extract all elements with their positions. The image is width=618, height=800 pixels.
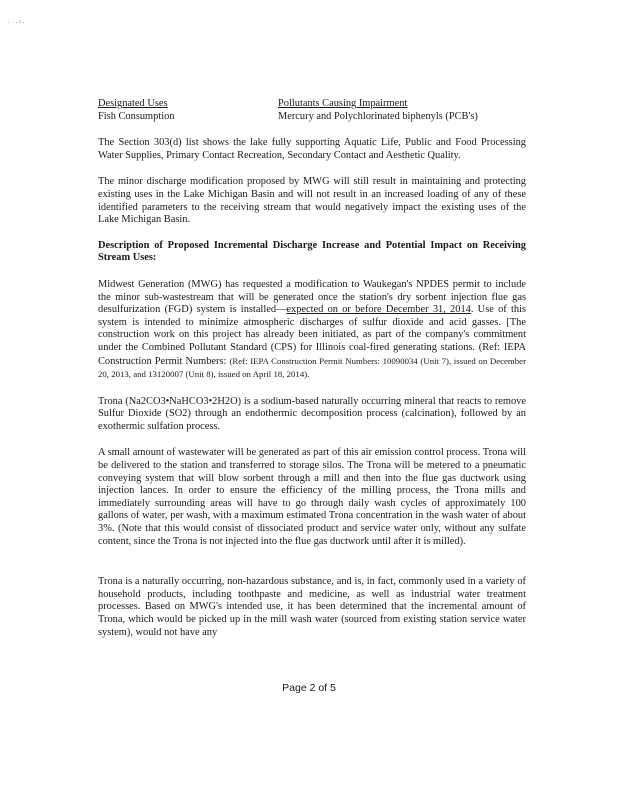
scan-corner-mark: · ·ˡ· <box>7 19 27 27</box>
paragraph-minor-discharge: The minor discharge modification proposed by MWG will still result in maintaining and protecting existing uses in the Lake Michigan Basin and will not result in an increased loading of any of these identified parameters to the receiving stream that would negatively impact the existing uses of the Lake Michigan Basin. <box>98 176 526 226</box>
paragraph-wastewater: A small amount of wastewater will be generated as part of this air emission control process. Trona will be delivered to the station and transferred to storage silos. The Trona will be metered to a pneumatic conveying system that will blow sorbent through a mill and then into the flue gas ductwork using injection lances. In order to ensure the efficiency of the milling process, the Trona mills and immediately surrounding areas will have to go through daily wash cycles of approximately 100 gallons of water, per wash, with a maximum estimated Trona concentration in the wash water of about 3%. (Note that this would consist of dissociated product and service water only, without any sulfate content, since the Trona is not injected into the flue gas ductwork until after it is milled). <box>98 447 526 547</box>
uses-row-right: Mercury and Polychlorinated biphenyls (PCB's) <box>278 110 478 122</box>
paragraph-trona-non-hazardous: Trona is a naturally occurring, non-hazardous substance, and is, in fact, commonly used in a variety of household products, including toothpaste and medicine, as well as industrial water treatment processes. Based on MWG's intended use, it has been determined that the incremental amount of Trona, which would be picked up in the mill wash water (sourced from existing station service water system), would not have any <box>98 576 526 638</box>
designated-uses-table <box>98 98 526 123</box>
uses-header-left: Designated Uses <box>98 98 168 109</box>
para3-expected-date: expected on or before December 31, 2014 <box>286 304 471 316</box>
section-heading: Description of Proposed Incremental Discharge Increase and Potential Impact on Receiving Stream Uses: <box>98 239 526 264</box>
uses-header-right: Pollutants Causing Impairment <box>278 98 408 109</box>
para3-text-b: . Use of this system is intended to minimize atmospheric discharges of sulfur dioxide and acid gasses. [The construction work on this project has already been initiated, as part of the company's commitment under the Combined Pollutant Standard (CPS) for Illinois coal-fired generating stations. (Ref: IEPA Construction Permit Numbers: <box>98 304 527 367</box>
paragraph-section-303d: The Section 303(d) list shows the lake fully supporting Aquatic Life, Public and Food Processing Water Supplies, Primary Contact Recreation, Secondary Contact and Aesthetic Quality. <box>98 137 526 161</box>
paragraph-trona: Trona (Na2CO3•NaHCO3•2H2O) is a sodium-based naturally occurring mineral that reacts to remove Sulfur Dioxide (SO2) through an endothermic decomposition process (calcination), followed by an exothermic sulfation process. <box>98 395 526 432</box>
para3-permit-reference: (Ref: IEPA Construction Permit Numbers: 10090034 (Unit 7), issued on December 20, 2013, and 13120007 (Unit 8), issued on April 18, 2014). <box>98 355 526 380</box>
page-number: Page 2 of 5 <box>282 682 336 694</box>
para3-text-a: Midwest Generation (MWG) has requested a modification to Waukegan's NPDES permit to include the minor sub-wastestream that will be generated once the station's dry sorbent injection flue gas desulfurization (FGD) system is installed— <box>98 278 526 316</box>
page-content <box>98 98 526 639</box>
paragraph-mwg-request <box>98 279 526 382</box>
uses-row-left: Fish Consumption <box>98 110 175 122</box>
